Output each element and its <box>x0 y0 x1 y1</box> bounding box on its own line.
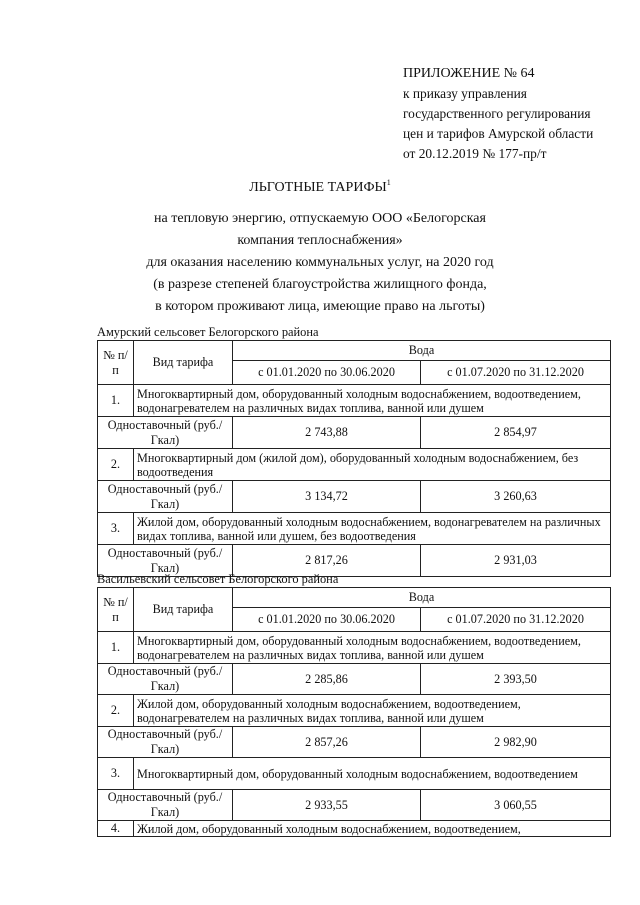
table-row <box>98 385 611 417</box>
tariff-value-period-1: 2 933,55 <box>233 790 421 821</box>
header-num: № п/п <box>98 341 134 385</box>
tariff-value-period-1: 2 817,26 <box>233 545 421 577</box>
subtitle-line: на тепловую энергию, отпускаемую ООО «Белогорская <box>154 211 486 226</box>
appendix-line: цен и тарифов Амурской области <box>403 126 594 141</box>
row-description: Многоквартирный дом (жилой дом), оборудованный холодным водоснабжением, без водоотведения <box>134 449 611 481</box>
tariff-value-period-1: 3 134,72 <box>233 481 421 513</box>
table-row <box>98 513 611 545</box>
header-period-2: с 01.07.2020 по 31.12.2020 <box>421 608 611 632</box>
tariff-value-period-2: 2 854,97 <box>421 417 611 449</box>
footnote-mark: 1 <box>386 178 391 187</box>
tariff-table <box>97 587 611 837</box>
appendix-title: ПРИЛОЖЕНИЕ № 64 <box>403 66 535 81</box>
appendix-line: государственного регулирования <box>403 106 591 121</box>
tariff-value-period-1: 2 285,86 <box>233 664 421 695</box>
appendix-line: к приказу управления <box>403 86 527 101</box>
header-num: № п/п <box>98 588 134 632</box>
table-row <box>98 727 611 758</box>
subtitle-line: (в разрезе степеней благоустройства жилищного фонда, <box>153 277 487 292</box>
header-tariff-type: Вид тарифа <box>134 341 233 385</box>
row-description: Многоквартирный дом, оборудованный холодным водоснабжением, водоотведением, водонагревателем на различных видах топлива, ванной или душем <box>134 385 611 417</box>
row-number: 1. <box>98 385 134 417</box>
tariff-value-period-2: 3 060,55 <box>421 790 611 821</box>
document-title <box>0 178 640 196</box>
row-number: 3. <box>98 513 134 545</box>
section-title: Васильевский сельсовет Белогорского района <box>97 572 339 586</box>
header-water: Вода <box>233 588 611 608</box>
row-description: Многоквартирный дом, оборудованный холодным водоснабжением, водоотведением, водонагревателем на различных видах топлива, ванной или душем <box>134 632 611 664</box>
document-subtitle <box>0 208 640 318</box>
row-description: Многоквартирный дом, оборудованный холодным водоснабжением, водоотведением <box>134 758 611 790</box>
tariff-table <box>97 340 611 577</box>
table-row <box>98 695 611 727</box>
table-header-row <box>98 588 611 608</box>
document-title-text: ЛЬГОТНЫЕ ТАРИФЫ <box>249 180 387 195</box>
tariff-label: Одноставочный (руб./Гкал) <box>98 417 233 449</box>
tariff-value-period-2: 2 931,03 <box>421 545 611 577</box>
header-water: Вода <box>233 341 611 361</box>
table-row <box>98 449 611 481</box>
row-number: 1. <box>98 632 134 664</box>
tariff-label: Одноставочный (руб./Гкал) <box>98 727 233 758</box>
table-row <box>98 632 611 664</box>
table-header-row <box>98 341 611 361</box>
table-row <box>98 821 611 837</box>
row-number: 2. <box>98 695 134 727</box>
appendix-line: от 20.12.2019 № 177-пр/т <box>403 146 547 161</box>
header-period-1: с 01.01.2020 по 30.06.2020 <box>233 361 421 385</box>
tariff-label: Одноставочный (руб./Гкал) <box>98 481 233 513</box>
tariff-label: Одноставочный (руб./Гкал) <box>98 664 233 695</box>
table-row <box>98 417 611 449</box>
table-row <box>98 790 611 821</box>
header-period-2: с 01.07.2020 по 31.12.2020 <box>421 361 611 385</box>
tariff-value-period-1: 2 857,26 <box>233 727 421 758</box>
tariff-label: Одноставочный (руб./Гкал) <box>98 545 233 577</box>
tariff-value-period-1: 2 743,88 <box>233 417 421 449</box>
row-description: Жилой дом, оборудованный холодным водоснабжением, водонагревателем на различных видах топлива, ванной или душем, без водоотведения <box>134 513 611 545</box>
table-row <box>98 481 611 513</box>
row-number: 4. <box>98 821 134 837</box>
tariff-value-period-2: 3 260,63 <box>421 481 611 513</box>
section-title: Амурский сельсовет Белогорского района <box>97 325 319 339</box>
subtitle-line: в котором проживают лица, имеющие право на льготы) <box>155 299 485 314</box>
row-description: Жилой дом, оборудованный холодным водоснабжением, водоотведением, <box>134 821 611 837</box>
header-period-1: с 01.01.2020 по 30.06.2020 <box>233 608 421 632</box>
table-row <box>98 664 611 695</box>
tariff-label: Одноставочный (руб./Гкал) <box>98 790 233 821</box>
appendix-block <box>403 64 593 164</box>
row-number: 3. <box>98 758 134 790</box>
subtitle-line: для оказания населению коммунальных услуг, на 2020 год <box>146 255 494 270</box>
row-description: Жилой дом, оборудованный холодным водоснабжением, водоотведением, водонагревателем на различных видах топлива, ванной или душем <box>134 695 611 727</box>
header-tariff-type: Вид тарифа <box>134 588 233 632</box>
tariff-value-period-2: 2 982,90 <box>421 727 611 758</box>
tariff-value-period-2: 2 393,50 <box>421 664 611 695</box>
subtitle-line: компания теплоснабжения» <box>237 233 403 248</box>
row-number: 2. <box>98 449 134 481</box>
table-row <box>98 758 611 790</box>
